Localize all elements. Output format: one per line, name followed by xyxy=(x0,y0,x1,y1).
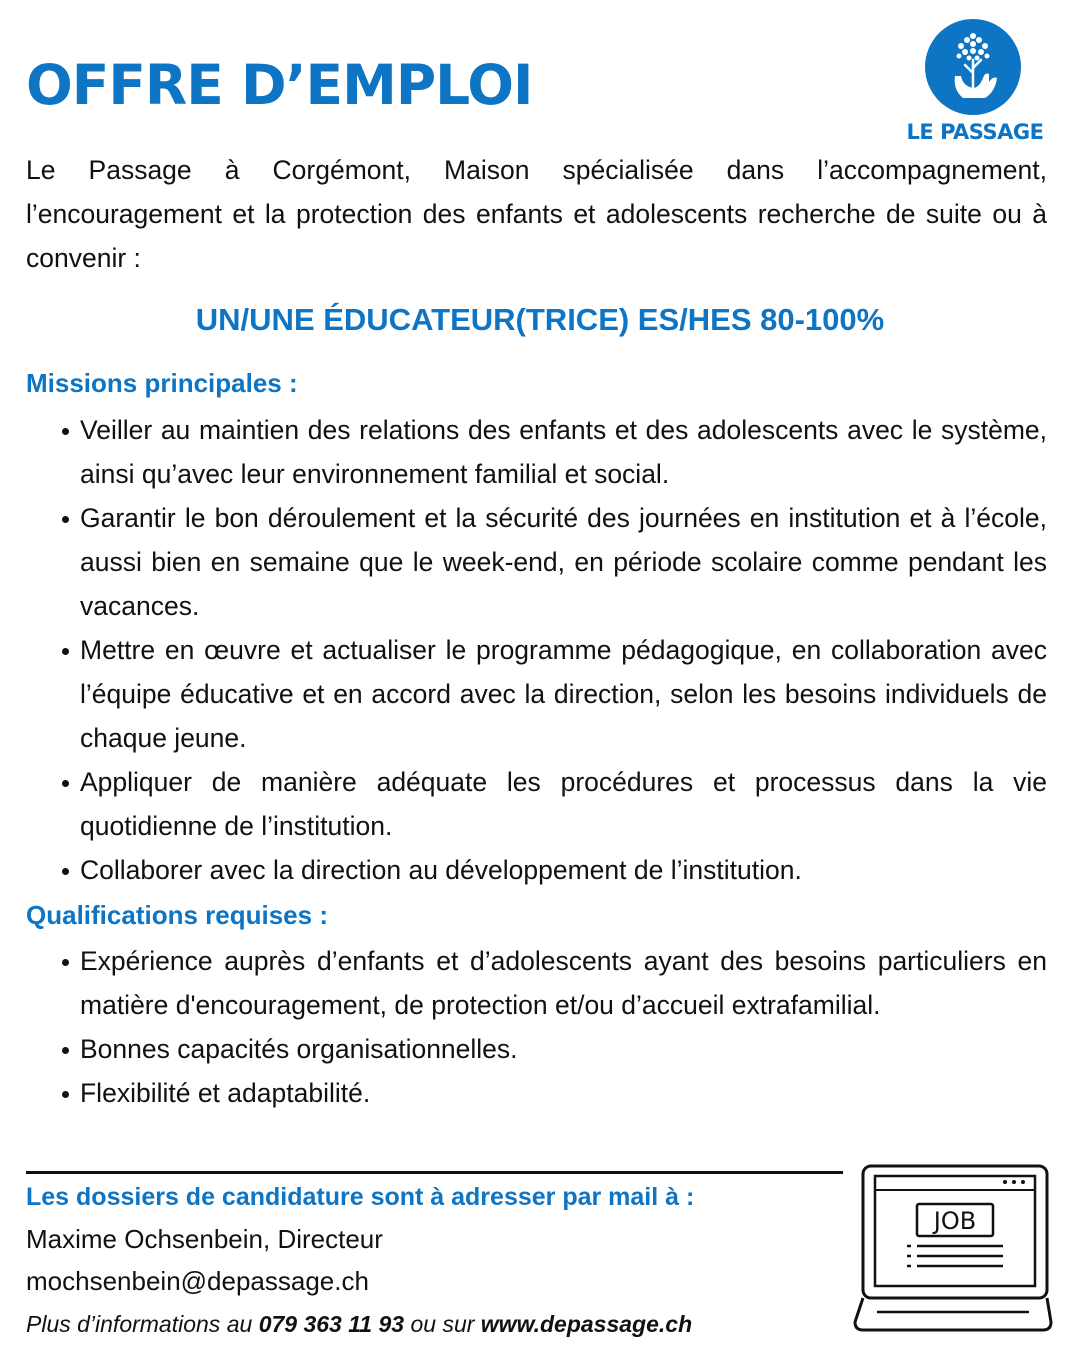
laptop-screen-text: JOB xyxy=(933,1207,977,1235)
list-item-text: Veiller au maintien des relations des enfants et des adolescents avec le système, ainsi qu’avec leur environnement familial et social. xyxy=(80,415,1047,489)
bullet-icon xyxy=(62,648,69,655)
bullet-icon xyxy=(62,868,69,875)
list-item-text: Bonnes capacités organisationnelles. xyxy=(80,1034,518,1064)
list-item-text: Expérience auprès d’enfants et d’adolescents ayant des besoins particuliers en matière d'encouragement, de protection et/ou d’accueil extrafamilial. xyxy=(80,946,1047,1020)
contact-email-link[interactable]: mochsenbein@depassage.ch xyxy=(26,1266,369,1296)
bullet-icon xyxy=(62,428,69,435)
list-item xyxy=(0,628,1047,760)
list-item-text: Appliquer de manière adéquate les procédures et processus dans la vie quotidienne de l’institution. xyxy=(80,767,1047,841)
le-passage-logo xyxy=(905,18,1045,148)
phone-number: 079 363 11 93 xyxy=(258,1311,405,1337)
info-prefix: Plus d’informations au xyxy=(26,1311,259,1337)
list-item xyxy=(0,939,1047,1027)
page-title: OFFRE D’EMPLOI xyxy=(26,53,533,117)
website-link[interactable]: www.depassage.ch xyxy=(480,1311,693,1337)
bullet-icon xyxy=(62,1047,69,1054)
bullet-icon xyxy=(62,959,69,966)
more-info-line xyxy=(26,1311,692,1338)
contact-name: Maxime Ochsenbein, Directeur xyxy=(26,1224,383,1254)
list-item xyxy=(0,1027,1047,1071)
list-item xyxy=(0,496,1047,628)
list-item-text: Mettre en œuvre et actualiser le programme pédagogique, en collaboration avec l’équipe éducative et en accord avec la direction, selon les besoins individuels de chaque jeune. xyxy=(80,635,1047,753)
list-item xyxy=(0,1071,1047,1115)
contact-heading: Les dossiers de candidature sont à adresser par mail à : xyxy=(26,1183,695,1211)
bullet-icon xyxy=(62,780,69,787)
intro-paragraph: Le Passage à Corgémont, Maison spécialisée dans l’accompagnement, l’encouragement et la protection des enfants et adolescents recherche de suite ou à convenir : xyxy=(26,155,1047,273)
hand-tree-logo-icon xyxy=(905,18,1045,118)
list-item xyxy=(0,760,1047,848)
bullet-icon xyxy=(62,516,69,523)
job-title: UN/UNE ÉDUCATEUR(TRICE) ES/HES 80-100% xyxy=(195,302,885,337)
missions-list xyxy=(0,408,1080,892)
bullet-icon xyxy=(62,1091,69,1098)
info-middle: ou sur xyxy=(404,1311,481,1337)
laptop-job-icon xyxy=(853,1162,1053,1334)
qualifications-heading: Qualifications requises : xyxy=(26,900,328,930)
list-item-text: Collaborer avec la direction au développement de l’institution. xyxy=(80,855,802,885)
logo-text: LE PASSAGE xyxy=(906,120,1044,144)
missions-heading: Missions principales : xyxy=(26,368,298,398)
qualifications-list xyxy=(0,939,1080,1115)
list-item xyxy=(0,408,1047,496)
divider xyxy=(26,1171,843,1174)
list-item-text: Flexibilité et adaptabilité. xyxy=(80,1078,371,1108)
list-item-text: Garantir le bon déroulement et la sécurité des journées en institution et à l’école, aussi bien en semaine que le week-end, en période scolaire comme pendant les vacances. xyxy=(80,503,1047,621)
list-item xyxy=(0,848,1047,892)
